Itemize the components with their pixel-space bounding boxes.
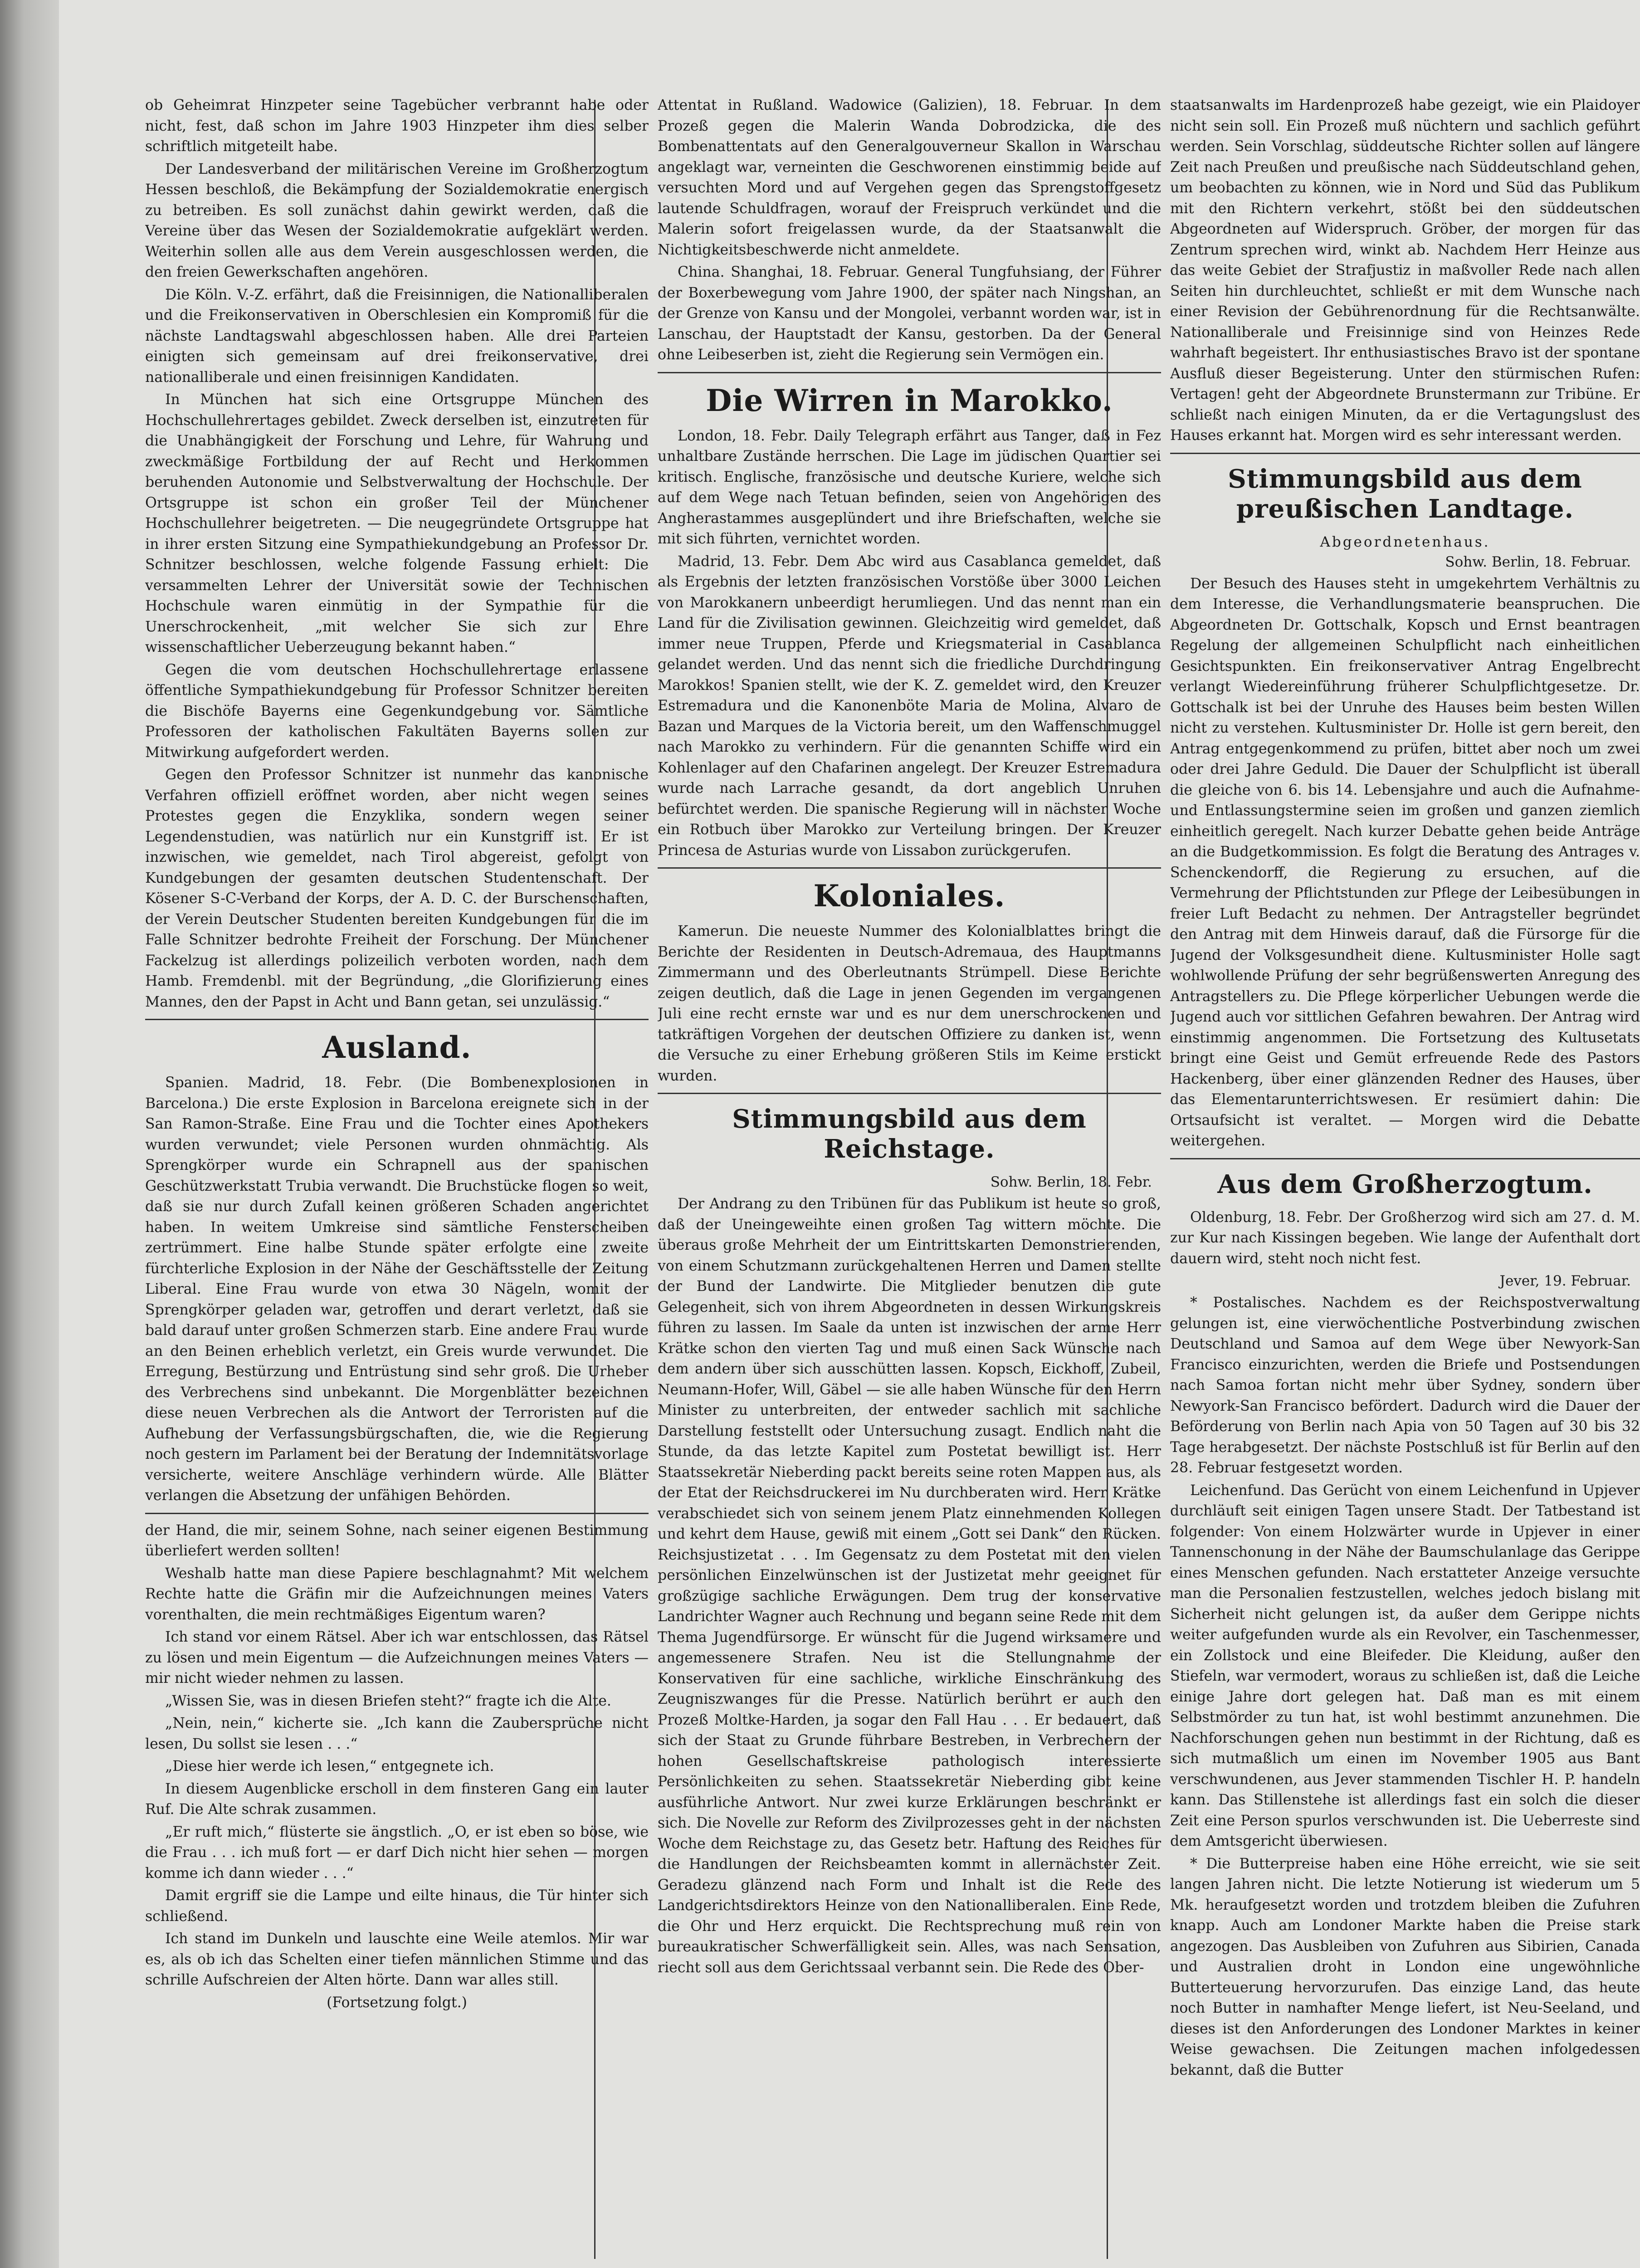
landtag-heading: Stimmungsbild aus dem preußischen Landtage.	[1228, 464, 1582, 524]
article-paragraph: Ich stand im Dunkeln und lauschte eine Weile atemlos. Mir war es, als ob ich das Schelten einer tiefen männlichen Stimme und das schrille Aufschreien der Alten hörte. Dann war alles still.	[145, 1931, 649, 1988]
section-rule	[1170, 1158, 1640, 1159]
column-right-top-articles	[1170, 95, 1640, 446]
article-paragraph: Damit ergriff sie die Lampe und eilte hinaus, die Tür hinter sich schließend.	[145, 1887, 649, 1925]
column-left-articles	[145, 95, 649, 1012]
marokko-articles	[658, 426, 1161, 861]
article-paragraph: Kamerun. Die neueste Nummer des Kolonialblattes bringt die Berichte der Residenten in Deutsch-Adremaua, des Hauptmanns Zimmermann und des Oberleutnants Strümpell. Diese Berichte zeigen deutlich, daß die Lage in jenen Gegenden im vergangenen Juli eine recht ernste war und es nur dem unerschrockenen und tatkräftigen Vorgehen der deutschen Offiziere zu danken ist, wenn die Versuche zu einer Erhebung größeren Stils im Keime erstickt wurden.	[658, 923, 1161, 1084]
landtag-subheading: Abgeordnetenhaus.	[1320, 533, 1490, 550]
reichstag-dateline: Sohw. Berlin, 18. Febr.	[990, 1174, 1152, 1190]
article-paragraph: Attentat in Rußland. Wadowice (Galizien), 18. Februar. In dem Prozeß gegen die Malerin Wanda Dobrodzicka, die des Bombenattentats auf den Generalgouverneur Skallon in Warschau angeklagt war, verneinten die Geschworenen einstimmig beide auf versuchten Mord und auf Vergehen gegen das Sprengstoffgesetz lautende Schuldfragen, worauf der Freispruch verkündet und die Malerin sofort freigelassen wurde, da der Staatsanwalt die Nichtigkeitsbeschwerde nicht anmeldete.	[658, 97, 1161, 258]
grossherzogtum-articles	[1170, 1207, 1640, 1270]
feuilleton-story	[145, 1520, 649, 1991]
article-paragraph: „Wissen Sie, was in diesen Briefen steht?“ fragte ich die Alte.	[165, 1692, 611, 1709]
column-middle	[658, 95, 1161, 2268]
article-paragraph: China. Shanghai, 18. Februar. General Tungfuhsiang, der Führer der Boxerbewegung vom Jahre 1900, der später nach Ningshan, an der Grenze von Kansu und der Mongolei, verbannt worden war, ist in Lanschau, der Hauptstadt der Kansu, gestorben. Da der General ohne Leibeserben ist, zieht die Regierung sein Vermögen ein.	[658, 264, 1161, 363]
article-paragraph: * Postalisches. Nachdem es der Reichspostverwaltung gelungen ist, eine vierwöchentliche Postverbindung zwischen Deutschland und Samoa auf dem Wege über Newyork-San Francisco einzurichten, werden die Briefe und Postsendungen nach Samoa fortan nicht mehr über Sydney, sondern über Newyork-San Francisco befördert. Dadurch wird die Dauer der Beförderung von Berlin nach Apia von 50 Tagen auf 30 bis 32 Tage herabgesetzt. Der nächste Postschluß ist für Berlin auf den 28. Februar festgesetzt worden.	[1170, 1295, 1640, 1476]
article-paragraph: Ich stand vor einem Rätsel. Aber ich war entschlossen, das Rätsel zu lösen und mein Eigentum — die Aufzeichnungen meines Vaters — mir nicht wieder nehmen zu lassen.	[145, 1629, 649, 1686]
landtag-dateline: Sohw. Berlin, 18. Februar.	[1445, 553, 1631, 570]
article-paragraph: Leichenfund. Das Gerücht von einem Leichenfund in Upjever durchläuft seit einigen Tagen unsere Stadt. Der Tatbestand ist folgender: Von einem Holzwärter wurde in Upjever in einer Tannenschonung in der Nähe der Baumschulanlage das Gerippe eines Menschen gefunden. Nach erstatteter Anzeige versuchte man die Personalien festzustellen, welches jedoch bislang mit Sicherheit nicht gelungen ist, da außer dem Gerippe nichts weiter aufgefunden wurde als ein Revolver, ein Taschenmesser, ein Zollstock und eine Bleifeder. Die Kleidung, außer den Stiefeln, war vermodert, woraus zu schließen ist, daß die Leiche einige Jahre dort gelegen hat. Daß man es mit einem Selbstmörder zu tun hat, ist wohl bestimmt anzunehmen. Die Nachforschungen gehen nun bestimmt in der Richtung, daß es sich mutmaßlich um einen im November 1905 aus Bant verschwundenen, aus Jever stammenden Tischler H. P. handeln kann. Das Stillenstehe ist allerdings fast ein solch die dieser Zeit eine Person spurlos verschwunden ist. Die Ueberreste sind dem Amtsgericht überwiesen.	[1170, 1482, 1640, 1849]
reichstag-article	[658, 1194, 1161, 1978]
grossherzogtum-heading: Aus dem Großherzogtum.	[1217, 1169, 1593, 1199]
article-paragraph: „Er ruft mich,“ flüsterte sie ängstlich. „O, er ist eben so böse, wie die Frau . . . ich muß fort — er darf Dich nicht hier sehen — morgen komme ich dann wieder . . .“	[145, 1823, 649, 1882]
marokko-heading: Die Wirren in Marokko.	[706, 382, 1113, 418]
article-paragraph: London, 18. Febr. Daily Telegraph erfährt aus Tanger, daß in Fez unhaltbare Zustände herrschen. Die Lage im jüdischen Quartier sei kritisch. Englische, französische und deutsche Kuriere, welche sich auf dem Wege nach Tetuan befinden, seien von Angehörigen des Angherastammes ausgeplündert und ihre Briefschaften, welche sie mit sich führten, vernichtet worden.	[658, 427, 1161, 547]
article-paragraph: staatsanwalts im Hardenprozeß habe gezeigt, wie ein Plaidoyer nicht sein soll. Ein Prozeß muß nüchtern und sachlich geführt werden. Sein Vorschlag, süddeutsche Richter sollen auf längere Zeit nach Preußen und preußische nach Süddeutschland gehen, um beobachten zu können, wie in Nord und Süd das Publikum mit den Richtern verkehrt, stößt bei den süddeutschen Abgeordneten auf Widerspruch. Gröber, der morgen für das Zentrum sprechen wird, winkt ab. Nachdem Herr Heinze aus das weite Gebiet der Strafjustiz in maßvoller Rede nach allen Seiten hin durchleuchtet, schließt er mit dem Wunsche nach einer Revision der Gebührenordnung für die Rechtsanwälte. Nationalliberale und Freisinnige sind von Heinzes Rede wahrhaft begeistert. Ihr enthusiastisches Bravo ist der spontane Ausfluß dieser Begeisterung. Unter den stürmischen Rufen: Vertagen! geht der Abgeordnete Brunstermann zur Tribüne. Er schließt nach einigen Minuten, da er die Vertagungslust des Hauses erkannt hat. Morgen wird es sehr interessant werden.	[1170, 97, 1640, 444]
column-left	[145, 95, 649, 2268]
column-right	[1170, 95, 1640, 2268]
feuilleton-rule	[145, 1513, 649, 1514]
book-binding-edge	[0, 0, 59, 2268]
article-paragraph: Der Andrang zu den Tribünen für das Publikum ist heute so groß, daß der Uneingeweihte einen großen Tag wittern möchte. Die überaus große Mehrheit der um Eintrittskarten Demonstrierenden, von einem Schutzmann zurückgehaltenen Herren und Damen stellte der Bund der Landwirte. Die Mitglieder benutzen die gute Gelegenheit, sich von ihrem Abgeordneten in dessen Wirkungskreis führen zu lassen. Im Saale da unten ist inzwischen der arme Herr Krätke schon den vierten Tag und muß einen Sack Wünsche nach dem andern über sich ausschütten lassen. Kopsch, Eickhoff, Zubeil, Neumann-Hofer, Will, Gäbel — sie alle haben Wünsche für den Herrn Minister zu unterbreiten, der entweder sachlich mit sachliche Darstellung feststellt oder Untersuchung zusagt. Endlich naht die Stunde, da das letzte Kapitel zum Postetat bewilligt ist. Herr Staatssekretär Nieberding packt bereits seine roten Mappen aus, als der Etat der Reichsdruckerei im Nu durchberaten wird. Herr Krätke verabschiedet sich von seinem jenem Platz einnehmenden Kollegen und kehrt dem Hause, gewiß mit einem „Gott sei Dank“ den Rücken. Reichsjustizetat . . . Im Gegensatz zu dem Postetat mit den vielen persönlichen Einzelwünschen ist der Justizetat mehr geeignet für großzügige sachliche Erwägungen. Dem trug der konservative Landrichter Wagner auch Rechnung und begann seine Rede mit dem Thema Jugendfürsorge. Er wünscht für die Jugend wirksamere und angemessenere Strafen. Neu ist die Stellungnahme der Konservativen für eine sachliche, wirkliche Einschränkung des Zeugniszwanges für die Presse. Natürlich berührt er auch den Prozeß Moltke-Harden, ja sogar den Fall Hau . . . Er bedauert, daß sich der Staat zu Grunde führbare Bestreben, in Verbrechern der hohen Gesellschaftskreise pathologisch interessierte Persönlichkeiten zu sehen. Staatssekretär Nieberding gibt keine ausführliche Antwort. Nur zwei kurze Erklärungen beschränkt er sich. Die Novelle zur Reform des Zivilprozesses geht in der nächsten Woche dem Reichstage zu, das Gesetz betr. Haftung des Reiches für die Handlungen der Reichsbeamten kommt in allernächster Zeit. Geradezu glänzend nach Form und Inhalt ist die Rede des Landgerichtsdirektors Heinze von den Nationalliberalen. Eine Rede, die Ohr und Herz erquickt. Die Rechtsprechung muß rein von bureaukratischer Schwerfälligkeit sein. Alles, was nach Sensation, riecht soll aus dem Gerichtssaal verbannt sein. Die Rede des Ober-	[658, 1196, 1161, 1976]
koloniales-articles	[658, 921, 1161, 1086]
jever-dateline: Jever, 19. Februar.	[1499, 1273, 1631, 1289]
section-rule	[658, 867, 1161, 869]
article-paragraph: Gegen den Professor Schnitzer ist nunmehr das kanonische Verfahren offiziell eröffnet worden, aber nicht wegen seines Protestes gegen die Enzyklika, sondern wegen seiner Legendenstudien, was natürlich nur ein Kunstgriff ist. Er ist inzwischen, wie gemeldet, nach Tirol abgereist, gefolgt von Kundgebungen der gesamten deutschen Studentenschaft. Der Kösener S-C-Verband der Korps, der A. D. C. der Burschenschaften, der Verein Deutscher Studenten bereiten Kundgebungen für die im Falle Schnitzer bedrohte Freiheit der Forschung. Der Münchener Fackelzug ist allerdings polizeilich verboten worden, nach dem Hamb. Fremdenbl. mit der Begründung, „die Glorifizierung eines Mannes, den der Papst in Acht und Bann getan, sei unzulässig.“	[145, 767, 649, 1010]
article-paragraph: Oldenburg, 18. Febr. Der Großherzog wird sich am 27. d. M. zur Kur nach Kissingen begeben. Wie lange der Aufenthalt dort dauern wird, steht noch nicht fest.	[1170, 1209, 1640, 1267]
section-rule	[1170, 453, 1640, 454]
ausland-articles	[145, 1073, 649, 1506]
column-middle-top-articles	[658, 95, 1161, 366]
newspaper-page	[59, 0, 1640, 2268]
ausland-heading: Ausland.	[322, 1030, 472, 1065]
continuation-note: (Fortsetzung folgt.)	[327, 1994, 467, 2011]
article-paragraph: In München hat sich eine Ortsgruppe München des Hochschullehrertages gebildet. Zweck derselben ist, einzutreten für die Unabhängigkeit der Forschung und Lehre, für Wahrung und zweckmäßige Fortbildung der auf Recht und Herkommen beruhenden Autonomie und Selbstverwaltung der Hochschule. Der Ortsgruppe ist schon ein großer Teil der Münchener Hochschullehrer beigetreten. — Die neugegründete Ortsgruppe hat in ihrer ersten Sitzung eine Sympathiekundgebung an Professor Dr. Schnitzer beschlossen, welche folgende Fassung erhielt: Die versammelten Lehrer der Universität sowie der Technischen Hochschule waren einmütig in der Sympathie für die Unerschrockenheit, „mit welcher Sie sich zur Ehre wissenschaftlicher Ueberzeugung bekannt haben.“	[145, 391, 649, 655]
section-rule	[145, 1019, 649, 1020]
jever-articles	[1170, 1293, 1640, 2081]
article-paragraph: * Die Butterpreise haben eine Höhe erreicht, wie sie seit langen Jahren nicht. Die letzte Notierung ist wiederum um 5 Mk. heraufgesetzt worden und trotzdem bleiben die Zufuhren knapp. Auch am Londoner Markte haben die Preise stark angezogen. Das Ausbleiben von Zufuhren aus Sibirien, Canada und Australien droht in London eine ungewöhnliche Butterteuerung hervorzurufen. Das einzige Land, das heute noch Butter in namhafter Menge liefert, ist Neu-Seeland, und dieses ist den Anforderungen des Londoner Marktes in keiner Weise gewachsen. Die Zeitungen machen infolgedessen bekannt, daß die Butter	[1170, 1855, 1640, 2078]
article-paragraph: Spanien. Madrid, 18. Febr. (Die Bombenexplosionen in Barcelona.) Die erste Explosion in Barcelona ereignete sich in der San Ramon-Straße. Eine Frau und die Tochter eines Apothekers wurden verwundet; viele Personen wurden ohnmächtig. Als Sprengkörper wurde ein Schrapnell aus der spanischen Geschützwerkstatt Trubia verwandt. Die Bruchstücke flogen so weit, daß sie nur durch Zufall keinen größeren Schaden angerichtet haben. In weitem Umkreise sind sämtliche Fensterscheiben zertrümmert. Eine halbe Stunde später erfolgte eine zweite fürchterliche Explosion in der Nähe der Geschäftsstelle der Zeitung Liberal. Eine Frau wurde von etwa 30 Nägeln, womit der Sprengkörper geladen war, getroffen und derart verletzt, daß sie bald darauf unter großen Schmerzen starb. Eine andere Frau wurde an den Beinen erheblich verletzt, ein Greis wurde verwundet. Die Erregung, Bestürzung und Entrüstung sind sehr groß. Die Urheber des Verbrechens sind unbekannt. Die Morgenblätter bezeichnen diese neuen Verbrechen als die Antwort der Terroristen auf die Aufhebung der Verfassungsbürgschaften, die, wie die Regierung noch gestern im Parlament bei der Beratung der Indemnitätsvorlage versicherte, weitere Anschläge verhindern würde. Alle Blätter verlangen die Absetzung der unfähigen Behörden.	[145, 1075, 649, 1504]
article-paragraph: der Hand, die mir, seinem Sohne, nach seiner eigenen Bestimmung überliefert werden sollten!	[145, 1522, 649, 1559]
article-paragraph: ob Geheimrat Hinzpeter seine Tagebücher verbrannt habe oder nicht, fest, daß schon im Jahre 1903 Hinzpeter ihm dies selber schriftlich mitgeteilt habe.	[145, 97, 649, 155]
article-paragraph: „Nein, nein,“ kicherte sie. „Ich kann die Zaubersprüche nicht lesen, Du sollst sie lesen . . .“	[145, 1715, 649, 1752]
article-paragraph: Weshalb hatte man diese Papiere beschlagnahmt? Mit welchem Rechte hatte die Gräfin mir die Aufzeichnungen meines Vaters vorenthalten, die mein rechtmäßiges Eigentum waren?	[145, 1565, 649, 1623]
article-paragraph: In diesem Augenblicke erscholl in dem finsteren Gang ein lauter Ruf. Die Alte schrak zusammen.	[145, 1780, 649, 1818]
koloniales-heading: Koloniales.	[813, 878, 1005, 914]
article-paragraph: Gegen die vom deutschen Hochschullehrertage erlassene öffentliche Sympathiekundgebung für Professor Schnitzer bereiten die Bischöfe Bayerns eine Gegenkundgebung vor. Sämtliche Professoren der katholischen Fakultäten Bayerns sollen zur Mitwirkung aufgefordert werden.	[145, 661, 649, 761]
landtag-article	[1170, 574, 1640, 1152]
article-paragraph: Die Köln. V.-Z. erfährt, daß die Freisinnigen, die Nationalliberalen und die Freikonservativen in Oberschlesien ein Kompromiß für die nächste Landtagswahl abgeschlossen haben. Alle drei Parteien einigten sich gemeinsam auf drei freikonservative, drei nationalliberale und einen freisinnigen Kandidaten.	[145, 286, 649, 386]
article-paragraph: Madrid, 13. Febr. Dem Abc wird aus Casablanca gemeldet, daß als Ergebnis der letzten französischen Vorstöße über 3000 Leichen von Marokkanern unbeerdigt herumliegen. Und das nennt man ein Land für die Zivilisation gewinnen. Gleichzeitig wird gemeldet, daß immer neue Truppen, Pferde und Kriegsmaterial in Casablanca gelandet werden. Und das nennt sich die friedliche Durchdringung Marokkos! Spanien stellt, wie der K. Z. gemeldet wird, den Kreuzer Estremadura und die Kanonenböte Maria de Molina, Alvaro de Bazan und Marques de la Victoria bereit, um den Waffenschmuggel nach Marokko zu verhindern. Für die genannten Schiffe wird ein Kohlenlager auf den Chafarinen angelegt. Der Kreuzer Estremadura wurde nach Larrache gesandt, da dort angeblich Unruhen befürchtet werden. Die spanische Regierung will in nächster Woche ein Rotbuch über Marokko zur Verteilung bringen. Der Kreuzer Princesa de Asturias wurde von Lissabon zurückgerufen.	[658, 553, 1161, 859]
article-paragraph: „Diese hier werde ich lesen,“ entgegnete ich.	[165, 1758, 494, 1774]
section-rule	[658, 1093, 1161, 1094]
article-paragraph: Der Landesverband der militärischen Vereine im Großherzogtum Hessen beschloß, die Bekämpfung der Sozialdemokratie energisch zu betreiben. Es soll zunächst dahin gewirkt werden, daß die Vereine über das Wesen der Sozialdemokratie aufgeklärt werden. Weiterhin sollen alle aus dem Verein ausgeschlossen werden, die den freien Gewerkschaften angehören.	[145, 161, 649, 280]
article-paragraph: Der Besuch des Hauses steht in umgekehrtem Verhältnis zu dem Interesse, die Verhandlungsmaterie beanspruchen. Die Abgeordneten Dr. Gottschalk, Kopsch und Ernst beantragen Regelung der allgemeinen Schulpflicht nach einheitlichen Gesichtspunkten. Ein freikonservativer Antrag Engelbrecht verlangt Wiedereinführung früherer Schulpflichtgesetze. Dr. Gottschalk ist bei der Unruhe des Hauses beim besten Willen nicht zu verstehen. Kultusminister Dr. Holle ist gern bereit, den Antrag entgegenkommend zu prüfen, bittet aber noch um zwei oder drei Jahre Geduld. Die Dauer der Schulpflicht ist überall die gleiche von 6. bis 14. Lebensjahre und auch die Aufnahme- und Entlassungstermine seien im großen und ganzen ziemlich einheitlich geregelt. Nach kurzer Debatte gehen beide Anträge an die Budgetkommission. Es folgt die Beratung des Antrages v. Schenckendorff, die Regierung zu ersuchen, auf die Vermehrung der Pflichtstunden zur Pflege der Leibesübungen in freier Luft Bedacht zu nehmen. Der Antragsteller begründet den Antrag mit dem Hinweis darauf, daß die Fürsorge für die Jugend der Volksgesundheit diene. Kultusminister Holle sagt wohlwollende Prüfung der sehr begrüßenswerten Anregung des Antragstellers zu. Die Pflege körperlicher Uebungen werde die Jugend auch vor sittlichen Gefahren bewahren. Der Antrag wird einstimmig angenommen. Die Fortsetzung des Kultusetats bringt eine Geist und Gemüt erfreuende Rede des Pastors Hackenberg, über einer glänzenden Redner des Hauses, über das Elementarunterrichtswesen. Er resümiert dahin: Die Ortsaufsicht ist veraltet. — Morgen wird die Debatte weitergehen.	[1170, 575, 1640, 1149]
section-rule	[658, 372, 1161, 373]
reichstag-heading: Stimmungsbild aus dem Reichstage.	[732, 1104, 1087, 1164]
